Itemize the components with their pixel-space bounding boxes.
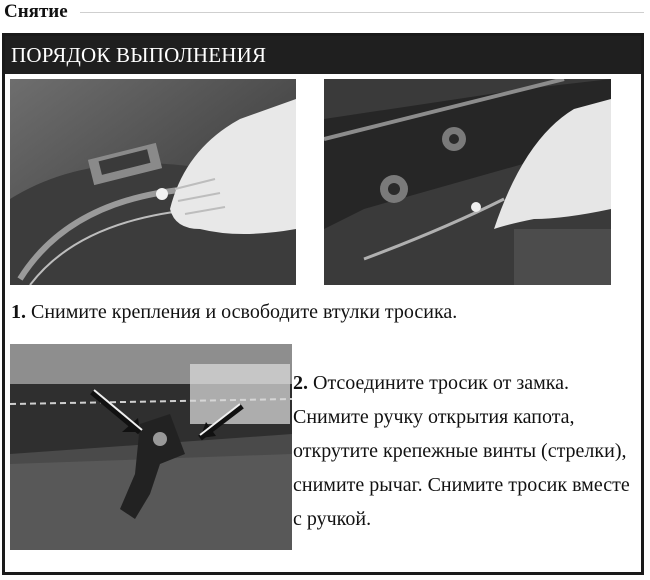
photo-step-2 [10, 344, 292, 550]
step-1-text [11, 301, 457, 324]
photo-step-1-left [10, 79, 296, 285]
step-2-number: 2. [293, 372, 308, 394]
instruction-frame [2, 33, 644, 575]
step-2-description: Отсоедините тросик от замка. Снимите ручку открытия капота, открутите крепежные винты (стрелки), снимите рычаг. Снимите тросик вместе с ручкой. [293, 372, 630, 530]
frame-header: ПОРЯДОК ВЫПОЛНЕНИЯ [5, 36, 641, 74]
step-1-number: 1. [11, 301, 26, 323]
section-title: Снятие [4, 1, 68, 22]
top-divider [80, 12, 644, 13]
step-2-text [293, 366, 643, 536]
photo-step-1-right [324, 79, 611, 285]
step-1-description: Снимите крепления и освободите втулки тросика. [31, 301, 458, 323]
